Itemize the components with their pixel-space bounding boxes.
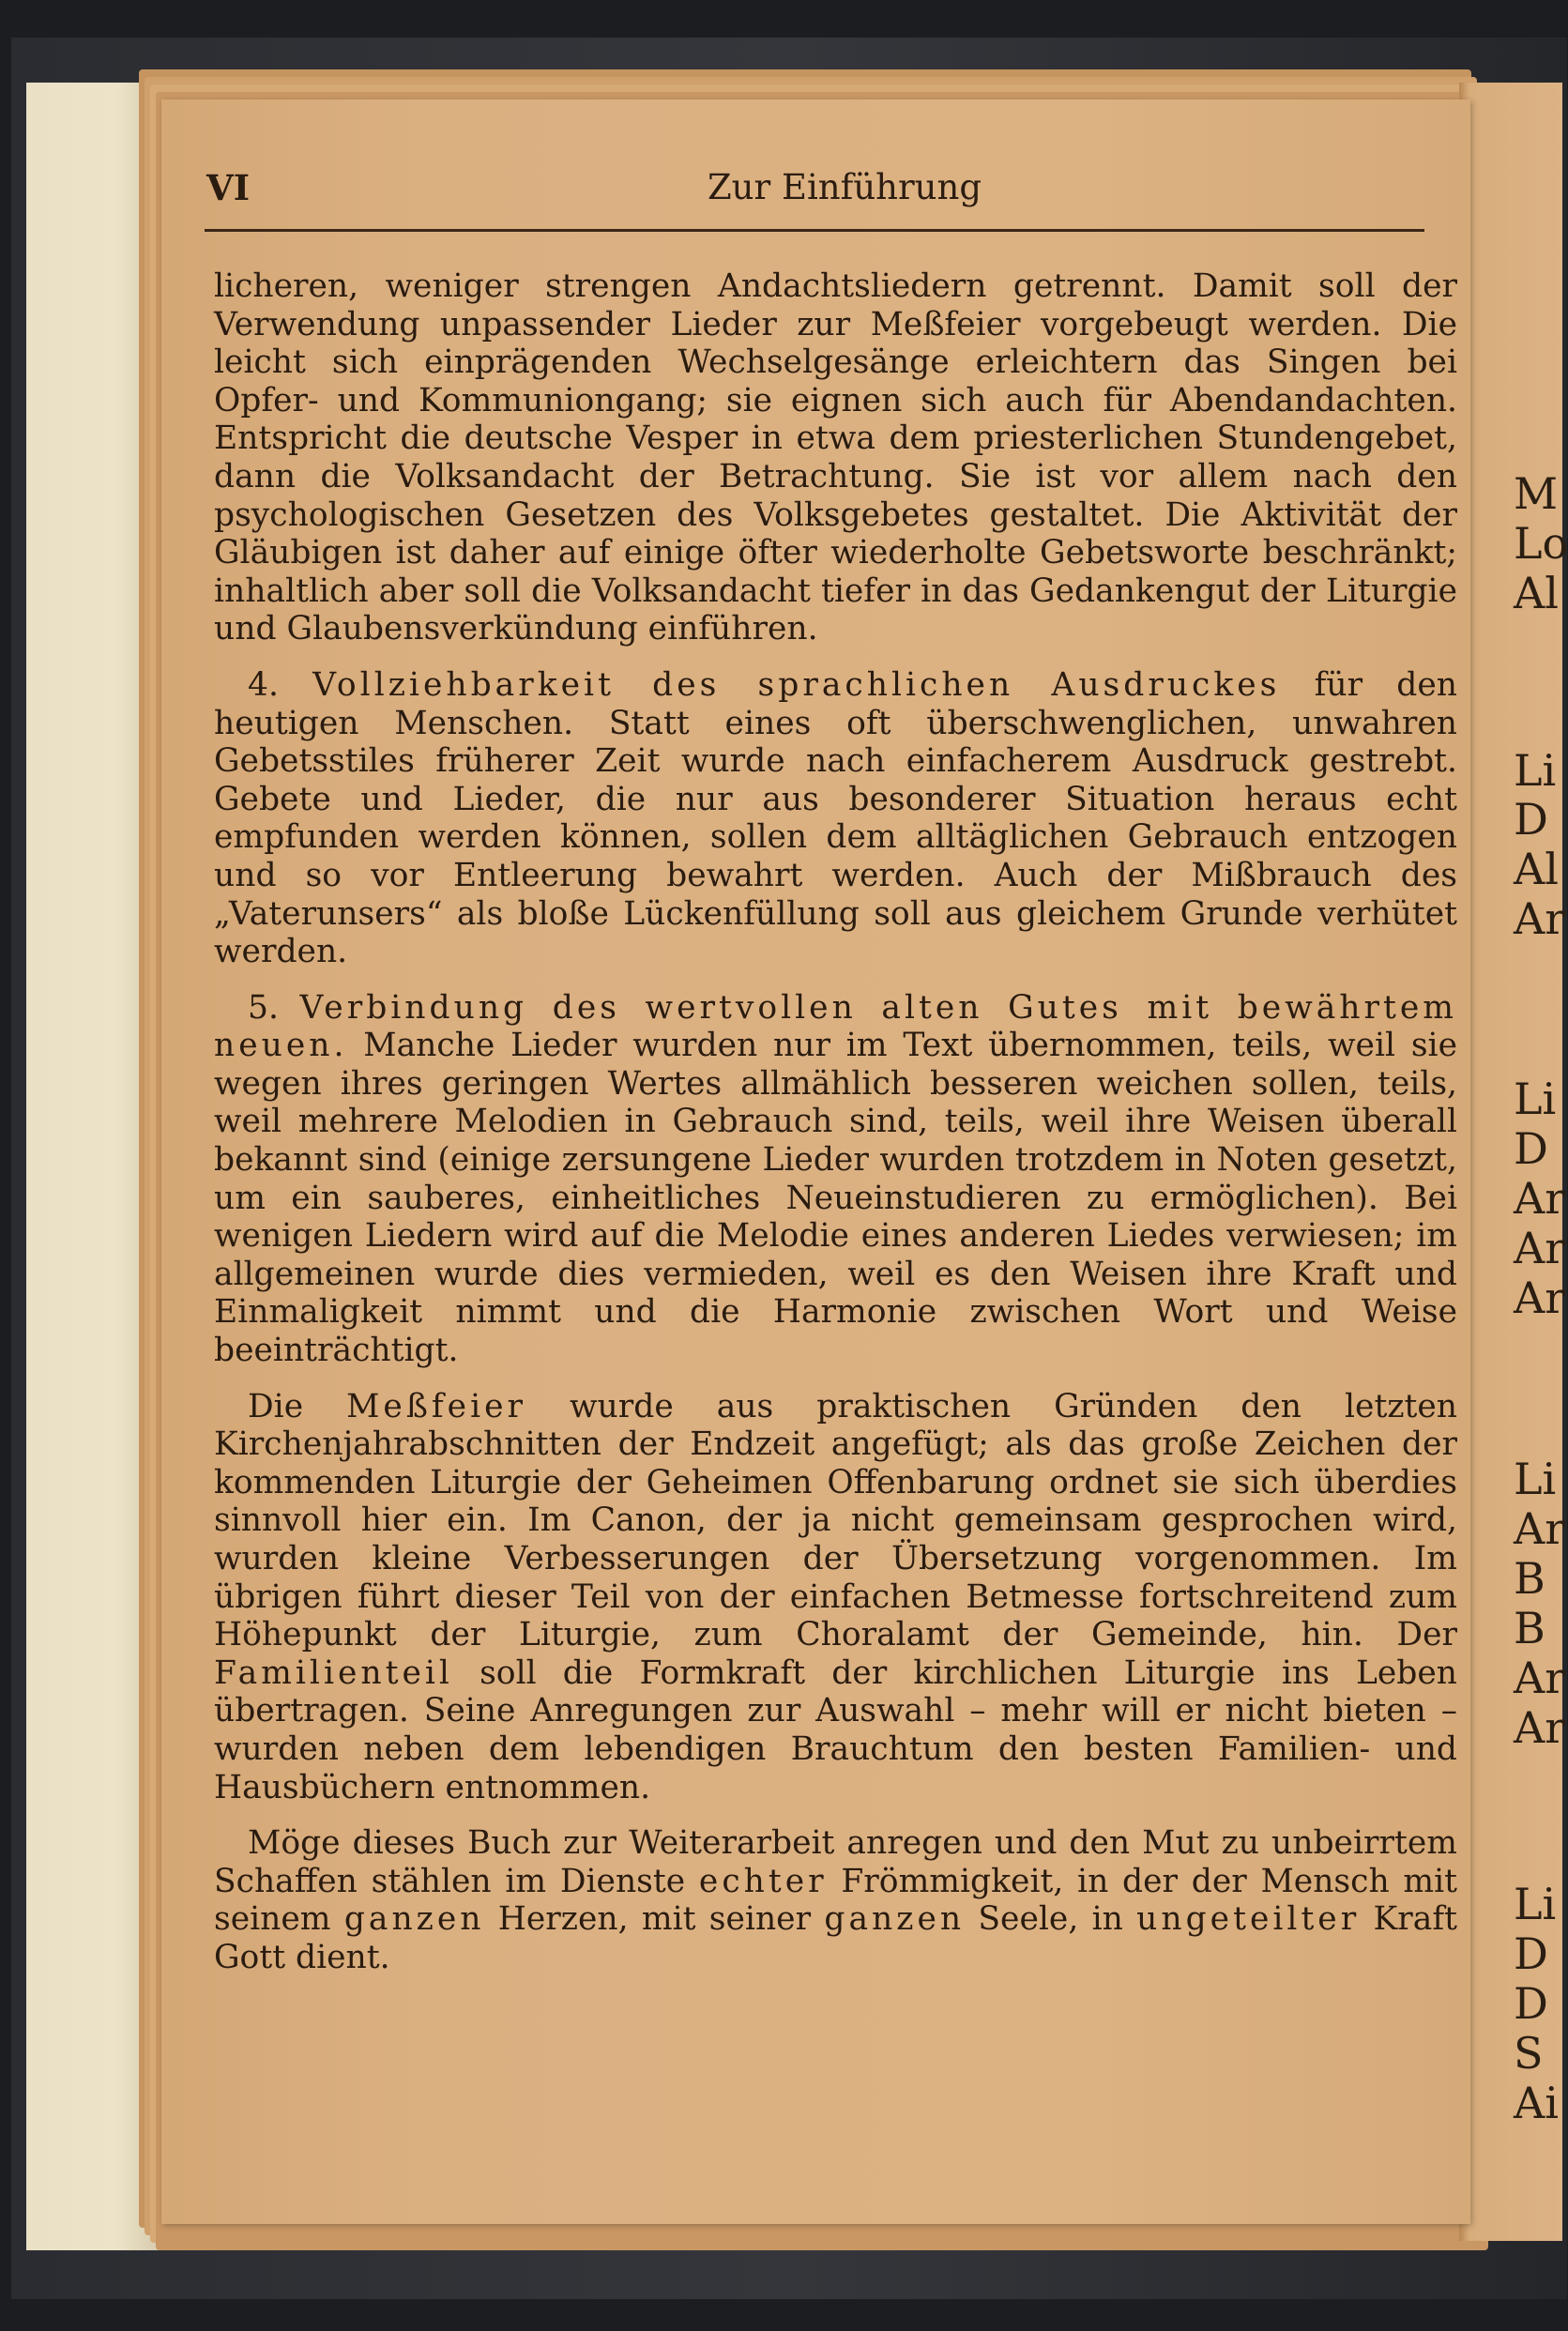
next-page-glyph: Ar: [1514, 1653, 1566, 1703]
next-page-glyph: Li: [1514, 1074, 1557, 1124]
emphasis-term: Familienteil: [214, 1653, 453, 1692]
next-page-glyph: Al: [1514, 844, 1559, 894]
paragraph-text: Herzen, mit seiner: [484, 1900, 825, 1939]
emphasis-term: Meßfeier: [346, 1387, 527, 1425]
next-page-glyph: Ar: [1514, 1272, 1566, 1323]
paragraph-text: Seele, in: [965, 1900, 1137, 1939]
header-rule: [205, 229, 1424, 232]
item-number: 4.: [248, 665, 279, 704]
next-page-glyph: Li: [1514, 745, 1557, 796]
body-text: [214, 267, 1457, 1995]
next-page-edge: [1459, 83, 1568, 2241]
item-number: 5.: [248, 988, 279, 1027]
next-page-glyph: Ar: [1514, 1503, 1566, 1554]
next-page-glyph: Ar: [1514, 1702, 1566, 1753]
item-heading: Verbindung des wertvollen alten Gutes mit bewährtem neuen.: [214, 988, 1458, 1065]
next-page-glyph: Lo: [1514, 518, 1568, 569]
paragraph: [214, 1824, 1457, 1976]
next-page-glyph: Ar: [1514, 1223, 1566, 1273]
next-page-glyph: D: [1514, 1123, 1548, 1174]
emphasis-term: ungeteilter: [1136, 1900, 1361, 1939]
paragraph-text: wurde aus praktischen Gründen den letzten Kirchenjahrabschnitten der Endzeit angefügt; als das große Zeichen der kommenden Liturgie der Geheimen Offenbarung ordnet sie sich überdies sinnvoll hier ein. Im Canon, der ja nicht gemeinsam gesprochen wird, wurden kleine Verbesserungen der Übersetzung vorgenommen. Im übrigen führt dieser Teil von der einfachen Betmesse fortschreitend zum Höhepunkt der Liturgie, zum Choralamt der Gemeinde, hin. Der: [214, 1387, 1457, 1654]
paragraph-text: Kraft Gott dient.: [214, 1900, 1457, 1976]
paragraph-text: für den heutigen Menschen. Statt eines oft überschwenglichen, unwahren Gebetsstiles früherer Zeit wurde nach einfacherem Ausdruck gestrebt. Gebete und Lieder, die nur aus besonderer Situation heraus echt empfunden werden können, sollen dem alltäglichen Gebrauch entzogen und so vor Entleerung bewahrt werden. Auch der Mißbrauch des „Vaterunsers“ als bloße Lückenfüllung soll aus gleichem Grunde verhütet werden.: [214, 665, 1458, 971]
next-page-glyph: Al: [1514, 568, 1559, 618]
running-title: Zur Einführung: [707, 167, 982, 207]
paragraph: [214, 267, 1457, 648]
paragraph-text: soll die Formkraft der kirchlichen Liturgie ins Leben übertragen. Seine Anregungen zur Auswahl – mehr will er nicht bieten – wurden neben dem lebendigen Brauchtum den besten Familien- und Hausbüchern entnommen.: [214, 1653, 1457, 1806]
next-page-glyph: D: [1514, 1978, 1548, 2029]
paragraph-text: Möge dieses Buch zur Weiterarbeit anregen und den Mut zu unbeirrtem Schaffen stählen im Dienste: [214, 1824, 1457, 1900]
item-heading: Vollziehbarkeit des sprachlichen Ausdruckes: [312, 665, 1281, 704]
paragraph: [214, 989, 1457, 1370]
paragraph: [214, 1388, 1457, 1807]
next-page-glyph: Li: [1514, 1454, 1557, 1504]
next-page-glyph: Li: [1514, 1879, 1557, 1929]
paragraph: [214, 666, 1457, 971]
next-page-glyph: M: [1514, 468, 1559, 519]
emphasis-term: ganzen: [343, 1900, 485, 1939]
next-page-glyph: Ar: [1514, 893, 1566, 944]
paragraph-text: Manche Lieder wurden nur im Text übernommen, teils, weil sie wegen ihres geringen Wertes allmählich besseren weichen sollen, teils, weil mehrere Melodien in Gebrauch sind, teils, weil ihre Weisen überall bekannt sind (einige zersungene Lieder wurden trotzdem in Noten gesetzt, um ein sauberes, einheitliches Neueinstudieren zu ermöglichen). Bei wenigen Liedern wird auf die Melodie eines anderen Liedes verwiesen; im allgemeinen wurde dies vermieden, weil es den Weisen ihre Kraft und Einmaligkeit nimmt und die Harmonie zwischen Wort und Weise beeinträchtigt.: [214, 1027, 1457, 1370]
page-number: VI: [206, 167, 251, 208]
next-page-glyph: Ar: [1514, 1173, 1566, 1224]
paragraph-text: Frömmigkeit, in der der Mensch mit seinem: [214, 1862, 1458, 1939]
next-page-glyph: S: [1514, 2028, 1544, 2079]
paragraph-text: Die: [248, 1387, 347, 1425]
paragraph-text: licheren, weniger strengen Andachtsliedern getrennt. Damit soll der Verwendung unpassender Lieder zur Meßfeier vorgebeugt werden. Die leicht sich einprägenden Wechselgesänge erleichtern das Singen bei Opfer- und Kommuniongang; sie eignen sich auch für Abendandachten. Entspricht die deutsche Vesper in etwa dem priesterlichen Stundengebet, dann die Volksandacht der Betrachtung. Sie ist vor allem nach den psychologischen Gesetzen des Volksgebetes gestaltet. Die Aktivität der Gläubigen ist daher auf einige öfter wiederholte Gebetsworte beschränkt; inhaltlich aber soll die Volksandacht tiefer in das Gedankengut der Liturgie und Glaubensverkündung einführen.: [214, 267, 1457, 648]
next-page-glyph: D: [1514, 794, 1548, 845]
emphasis-term: ganzen: [824, 1900, 966, 1939]
next-page-glyph: B: [1514, 1553, 1545, 1604]
next-page-glyph: D: [1514, 1928, 1548, 1979]
emphasis-term: echter: [698, 1862, 828, 1900]
next-page-glyph: B: [1514, 1603, 1545, 1653]
next-page-glyph: Ai: [1514, 2078, 1559, 2128]
